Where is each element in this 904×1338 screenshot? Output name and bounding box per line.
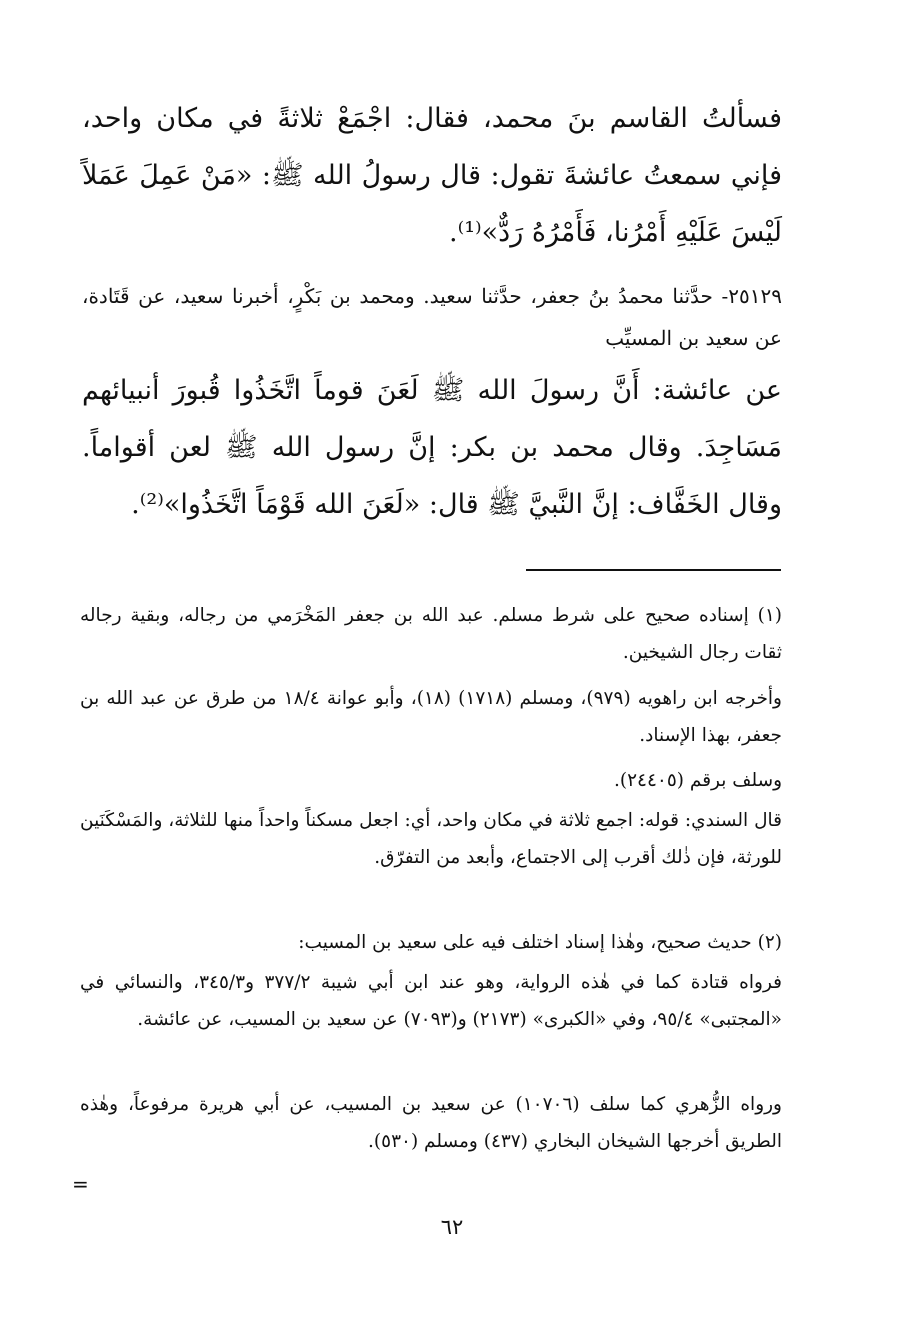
footnote-1-para-4: قال السندي: قوله: اجمع ثلاثة في مكان واحد، أي: اجعل مسكناً واحداً منها للثلاثة، والمَسْكَنَين للورثة، فإن ذٰلك أقرب إلى الاجتماع، وأبعد من التفرّق. — [80, 810, 782, 868]
footnote-divider — [526, 569, 781, 571]
footnote-2-para-2: فرواه قتادة كما في هٰذه الرواية، وهو عند ابن أبي شيبة ٣٧٧/٢ و٣٤٥/٣، والنسائي في «المجتبى» ٩٥/٤، وفي «الكبرى» (٢١٧٣) و(٧٠٩٣) عن سعيد بن المسيب، عن عائشة. — [80, 972, 782, 1030]
page-number: ٦٢ — [440, 1215, 464, 1239]
main-paragraph-2: عن عائشة: أَنَّ رسولَ الله ﷺ لَعَنَ قوماً اتَّخَذُوا قُبورَ أنبيائهم مَسَاجِدَ. وقال محمد بن بكر: إنَّ رسول الله ﷺ لعن أقواماً. وقال الخَفَّاف: إنَّ النَّبيَّ ﷺ قال: «لَعَنَ الله قَوْمَاً اتَّخَذُوا»⁽²⁾. — [82, 375, 783, 520]
footnote-2-para-1: (٢) حديث صحيح، وهٰذا إسناد اختلف فيه على سعيد بن المسيب: — [298, 932, 782, 953]
footnote-1-para-1: (١) إسناده صحيح على شرط مسلم. عبد الله بن جعفر المَخْرَمي من رجاله، وبقية رجاله ثقات رجال الشيخين. — [80, 605, 782, 663]
footnote-1-para-2: وأخرجه ابن راهويه (٩٧٩)، ومسلم (١٧١٨) (١٨)، وأبو عوانة ١٨/٤ من طرق عن عبد الله بن جعفر، بهذا الإسناد. — [80, 688, 782, 746]
continuation-mark: = — [72, 1172, 89, 1196]
isnad-paragraph: ٢٥١٢٩- حدَّثنا محمدُ بنُ جعفر، حدَّثنا سعيد. ومحمد بن بَكْرٍ، أخبرنا سعيد، عن قَتَادة، عن سعيد بن المسيِّب — [82, 284, 783, 350]
footnote-1-para-3: وسلف برقم (٢٤٤٠٥). — [614, 770, 782, 791]
main-paragraph-1: فسألتُ القاسم بنَ محمد، فقال: اجْمَعْ ثلاثةً في مكان واحد، فإني سمعتُ عائشةَ تقول: قال رسولُ الله ﷺ: «مَنْ عَمِلَ عَمَلاً لَيْسَ عَلَيْهِ أَمْرُنا، فَأَمْرُهُ رَدٌّ»⁽¹⁾. — [82, 103, 782, 248]
footnote-2-para-3: ورواه الزُّهري كما سلف (١٠٧٠٦) عن سعيد بن المسيب، عن أبي هريرة مرفوعاً، وهٰذه الطريق أخرجها الشيخان البخاري (٤٣٧) ومسلم (٥٣٠). — [80, 1094, 782, 1152]
